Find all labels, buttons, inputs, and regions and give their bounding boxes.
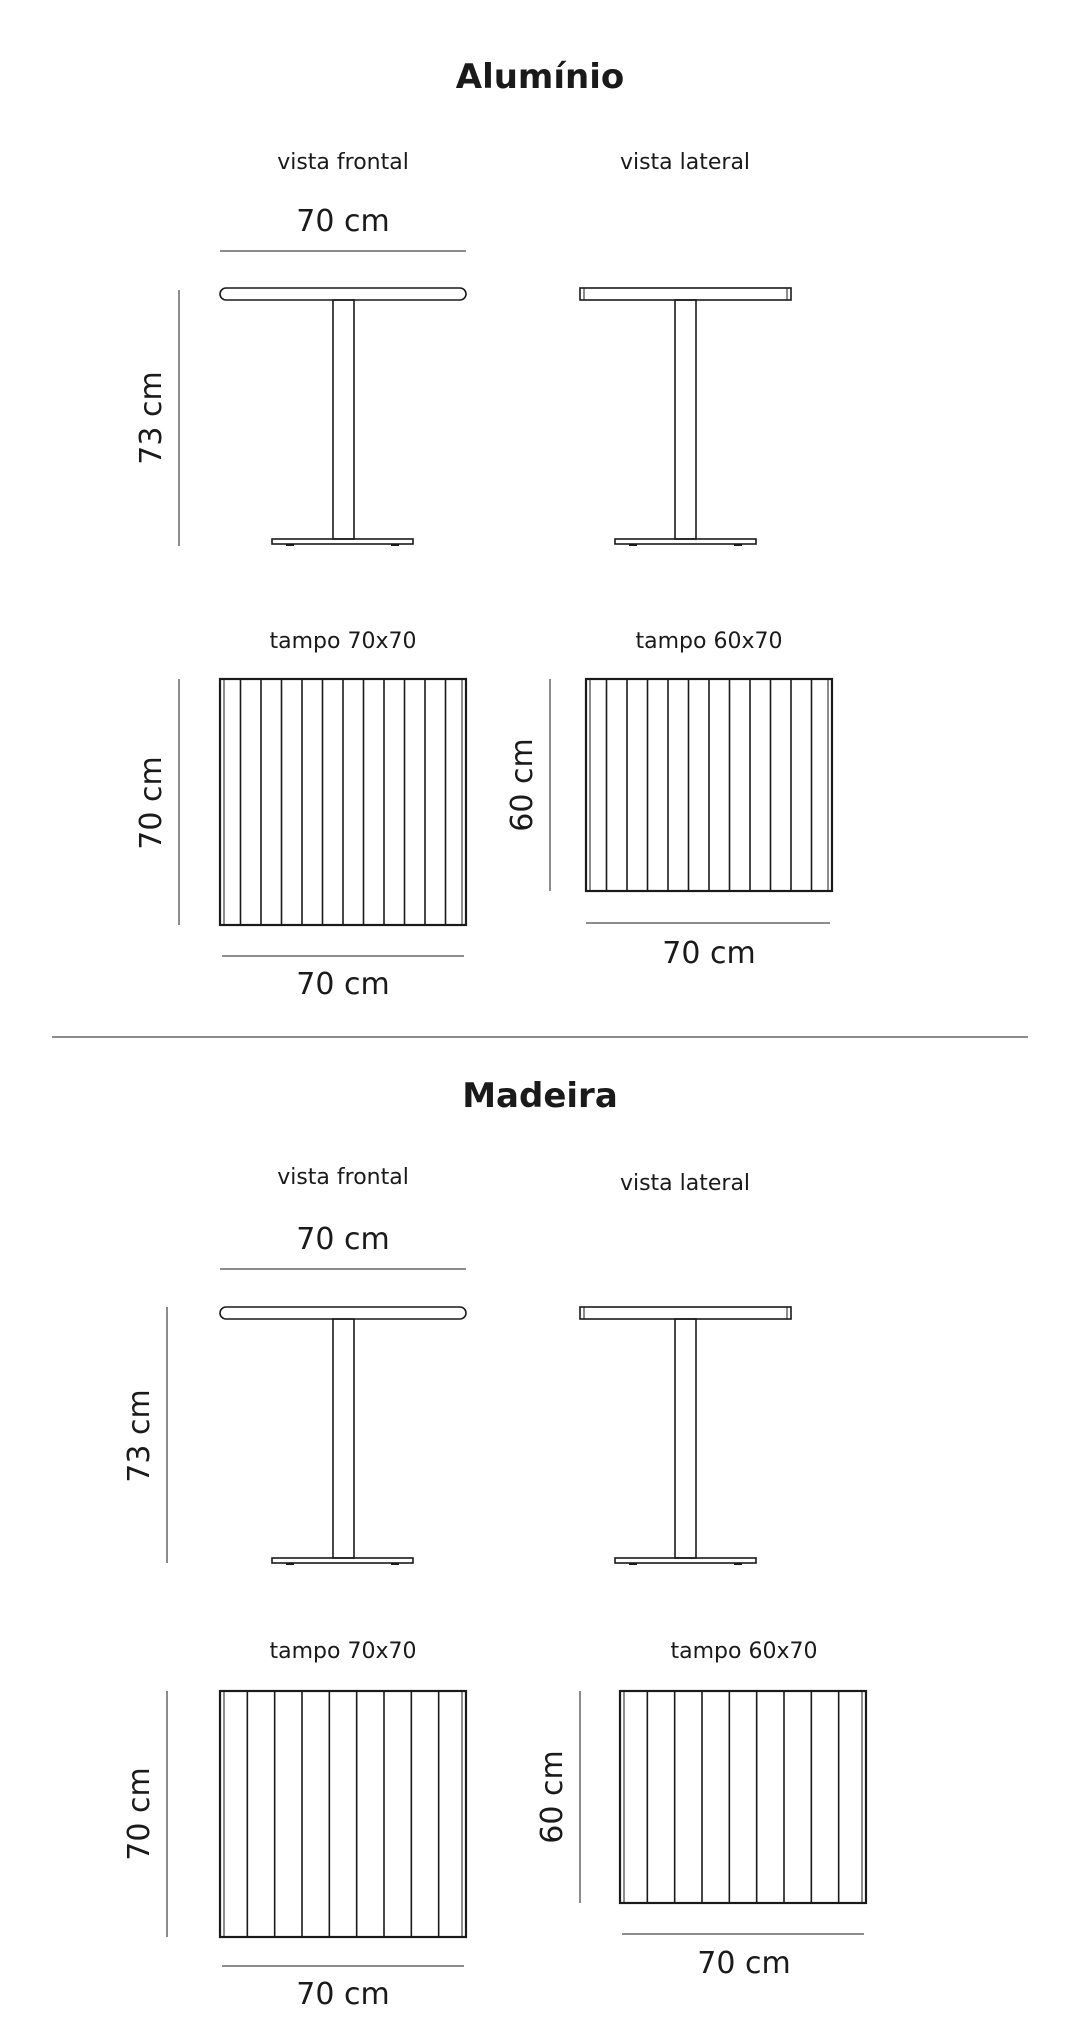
base-foot bbox=[734, 1563, 742, 1565]
side-view-caption: vista lateral bbox=[619, 150, 751, 175]
tabletop-caption: tampo 70x70 bbox=[269, 629, 417, 654]
table-column bbox=[675, 300, 696, 539]
tabletop-60x70 bbox=[505, 629, 832, 971]
tabletop-70x70 bbox=[122, 1639, 466, 2012]
section-title: Alumínio bbox=[455, 57, 625, 97]
base-foot bbox=[391, 544, 399, 546]
section-aluminio bbox=[134, 57, 832, 1002]
base-foot bbox=[286, 1563, 294, 1565]
front-view bbox=[122, 1165, 466, 1565]
table-base bbox=[272, 539, 413, 544]
tabletop-caption: tampo 60x70 bbox=[635, 629, 783, 654]
height-dimension-label: 70 cm bbox=[134, 756, 169, 850]
tabletop-caption: tampo 60x70 bbox=[670, 1639, 818, 1664]
width-dimension-label: 70 cm bbox=[296, 967, 390, 1002]
tabletop-outline bbox=[620, 1691, 866, 1903]
table-base bbox=[615, 539, 756, 544]
table-column bbox=[675, 1319, 696, 1558]
tabletop-60x70 bbox=[535, 1639, 866, 1981]
table-top-edge bbox=[220, 1307, 466, 1319]
side-view bbox=[580, 1171, 791, 1565]
tabletop-slats bbox=[224, 679, 462, 925]
section-title: Madeira bbox=[462, 1076, 618, 1116]
side-view bbox=[580, 150, 791, 546]
tabletop-slats bbox=[590, 679, 828, 891]
height-dimension-label: 70 cm bbox=[122, 1767, 157, 1861]
tabletop-slats bbox=[224, 1691, 462, 1937]
width-dimension-label: 70 cm bbox=[296, 1977, 390, 2012]
table-top-edge bbox=[580, 1307, 791, 1319]
table-top-edge bbox=[580, 288, 791, 300]
width-dimension-label: 70 cm bbox=[296, 1222, 390, 1257]
table-column bbox=[333, 1319, 354, 1558]
height-dimension-label: 60 cm bbox=[535, 1750, 570, 1844]
base-foot bbox=[734, 544, 742, 546]
table-base bbox=[272, 1558, 413, 1563]
width-dimension-label: 70 cm bbox=[662, 936, 756, 971]
front-view-caption: vista frontal bbox=[277, 150, 409, 175]
section-madeira bbox=[122, 1076, 866, 2012]
tabletop-70x70 bbox=[134, 629, 466, 1002]
table-base bbox=[615, 1558, 756, 1563]
side-view-caption: vista lateral bbox=[619, 1171, 751, 1196]
tabletop-outline bbox=[220, 1691, 466, 1937]
height-dimension-label: 73 cm bbox=[134, 371, 169, 465]
base-foot bbox=[286, 544, 294, 546]
table-column bbox=[333, 300, 354, 539]
height-dimension-label: 60 cm bbox=[505, 738, 540, 832]
base-foot bbox=[391, 1563, 399, 1565]
front-view-caption: vista frontal bbox=[277, 1165, 409, 1190]
base-foot bbox=[629, 544, 637, 546]
height-dimension-label: 73 cm bbox=[122, 1389, 157, 1483]
table-top-edge bbox=[220, 288, 466, 300]
tabletop-slats bbox=[624, 1691, 862, 1903]
front-view bbox=[134, 150, 466, 546]
width-dimension-label: 70 cm bbox=[697, 1946, 791, 1981]
base-foot bbox=[629, 1563, 637, 1565]
tabletop-caption: tampo 70x70 bbox=[269, 1639, 417, 1664]
width-dimension-label: 70 cm bbox=[296, 204, 390, 239]
